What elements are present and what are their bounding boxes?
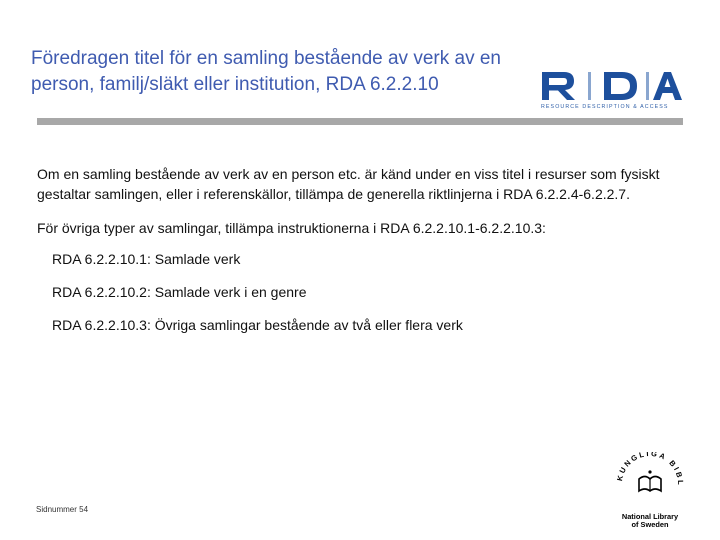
page-number: Sidnummer 54 [36, 505, 89, 514]
slide-title-line-1: Föredragen titel för en samling bestående av verk av en [31, 48, 501, 69]
list-item: RDA 6.2.2.10.3: Övriga samlingar bestående av två eller flera verk [52, 317, 463, 333]
kb-caption-line-2: of Sweden [631, 520, 669, 529]
slide-body [37, 164, 677, 335]
rule-list [37, 249, 677, 335]
rda-letters-icon [538, 70, 682, 102]
rda-logo [538, 70, 682, 112]
list-item: RDA 6.2.2.10.1: Samlade verk [52, 251, 241, 267]
kb-logo [612, 452, 688, 528]
rda-tagline: RESOURCE DESCRIPTION & ACCESS [541, 104, 669, 110]
intro-paragraph: Om en samling bestående av verk av en person etc. är känd under en viss titel i resurser som fysiskt gestaltar samlingen, eller i referenskällor, tillämpa de generella riktlinjerna i RDA 6.2.2.4-6.2.2.7. [37, 166, 660, 202]
kb-caption-line-1: National Library [621, 512, 679, 521]
other-types-paragraph: För övriga typer av samlingar, tillämpa instruktionerna i RDA 6.2.2.10.1-6.2.2.10.3: [37, 220, 546, 236]
title-divider-bar [37, 118, 683, 125]
slide-title-line-2: person, familj/släkt eller institution, RDA 6.2.2.10 [31, 74, 439, 95]
kb-seal-icon [612, 452, 688, 508]
svg-text:KUNGLIGA BIBLIOTEKET: KUNGLIGA BIBL [615, 452, 686, 487]
list-item: RDA 6.2.2.10.2: Samlade verk i en genre [52, 284, 307, 300]
slide-title [31, 46, 541, 98]
kb-caption [612, 513, 688, 529]
